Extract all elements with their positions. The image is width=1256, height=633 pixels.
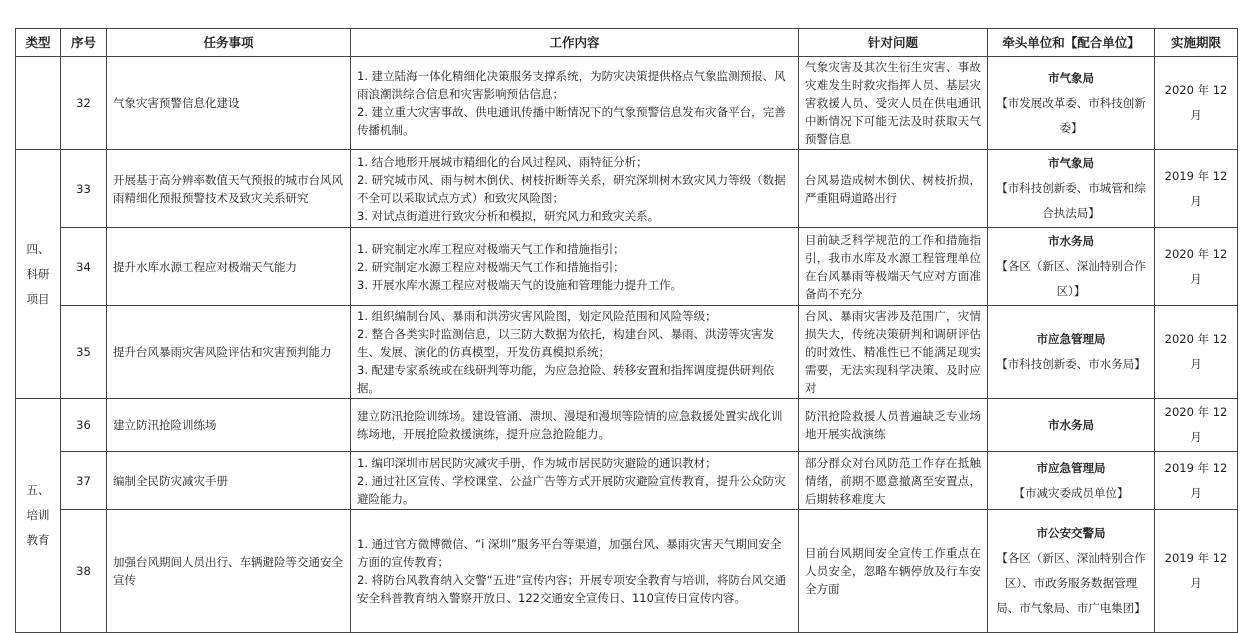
task-item: 开展基于高分辨率数值天气预报的城市台风风雨精细化预报预警技术及致灾关系研究 — [107, 150, 351, 228]
lead-unit: 市气象局 — [1048, 156, 1094, 170]
responsible-units — [988, 228, 1155, 306]
lead-unit: 市应急管理局 — [1036, 460, 1106, 475]
work-content: 1. 编印深圳市居民防灾减灾手册，作为城市居民防灾避险的通识教材； 2. 通过社区宣传、学校课堂、公益广告等方式开展防灾避险宣传教育，提升公众防灾避险能力。 — [351, 452, 799, 510]
row-number: 37 — [61, 452, 107, 510]
target-problem: 目前台风期间安全宣传工作重点在人员安全，忽略车辆停放及行车安全方面 — [799, 510, 988, 633]
target-problem: 台风易造成树木倒伏、树枝折损，严重阻碍道路出行 — [799, 150, 988, 228]
support-units: 【市科技创新委、市水务局】 — [996, 357, 1146, 371]
category-line: 项目 — [26, 291, 50, 306]
category-line: 培训 — [26, 508, 50, 522]
category-cell — [16, 399, 61, 633]
lead-unit: 市气象局 — [1048, 70, 1094, 85]
target-problem: 目前缺乏科学规范的工作和措施指引，我市水库及水源工程管理单位在台风暴雨等极端天气应对方面准备尚不充分 — [799, 228, 988, 306]
row-number: 36 — [61, 399, 107, 452]
category-line: 科研 — [26, 266, 50, 281]
table-row — [16, 510, 1238, 633]
category-line: 四、 — [26, 241, 50, 256]
table-row — [16, 452, 1238, 510]
support-units: 【市科技创新委、市城管和综合执法局】 — [996, 181, 1146, 220]
category-cell — [16, 57, 61, 150]
header-lead: 牵头单位和【配合单位】 — [988, 29, 1155, 57]
target-problem: 台风、暴雨灾害涉及范围广，灾情损失大，传统决策研判和调研评估的时效性、精准性已不能满足现实需要，无法实现科学决策、及时应对 — [799, 306, 988, 399]
support-units: 【各区（新区、深汕特别合作区）】 — [996, 259, 1146, 298]
task-item: 加强台风期间人员出行、车辆避险等交通安全宣传 — [107, 510, 351, 633]
row-number: 33 — [61, 150, 107, 228]
responsible-units — [988, 452, 1155, 510]
lead-unit: 市应急管理局 — [1036, 332, 1106, 346]
row-number: 34 — [61, 228, 107, 306]
task-table — [15, 28, 1238, 633]
lead-unit: 市水务局 — [1048, 417, 1094, 432]
work-content: 1. 建立陆海一体化精细化决策服务支撑系统，为防灾决策提供格点气象监测预报、风雨浪潮洪综合信息和灾害影响预估信息； 2. 建立重大灾害事故、供电通讯传播中断情况下的气象预警信息发布灾备平台，完善传播机制。 — [351, 57, 799, 150]
work-content: 1. 组织编制台风、暴雨和洪涝灾害风险图，划定风险范围和风险等级； 2. 整合各类实时监测信息，以三防大数据为依托，构建台风、暴雨、洪涝等灾害发生、发展、演化的仿真模型，开发仿真模拟系统； 3. 配建专家系统或在线研判等功能，为应急抢险、转移安置和指挥调度提供研判依据。 — [351, 306, 799, 399]
target-problem: 部分群众对台风防范工作存在抵触情绪，前期不愿意撤离至安置点，后期转移难度大 — [799, 452, 988, 510]
row-number: 32 — [61, 57, 107, 150]
deadline: 2020 年 12 月 — [1155, 228, 1238, 306]
header-problem: 针对问题 — [799, 29, 988, 57]
deadline: 2020 年 12 月 — [1155, 306, 1238, 399]
task-item: 提升水库水源工程应对极端天气能力 — [107, 228, 351, 306]
work-content: 1. 通过官方微博微信、“i 深圳”服务平台等渠道，加强台风、暴雨灾害天气期间安全方面的宣传教育； 2. 将防台风教育纳入交警“五进”宣传内容；开展专项安全教育与培训，将防台风交通安全科普教育纳入警察开放日、122交通安全宣传日、110宣传日宣传内容。 — [351, 510, 799, 633]
header-no: 序号 — [61, 29, 107, 57]
work-content: 建立防汛抢险训练场。建设管涌、溃坝、漫堤和漫坝等险情的应急救援处置实战化训练场地，开展抢险救援演练，提升应急抢险能力。 — [351, 399, 799, 452]
header-deadline: 实施期限 — [1155, 29, 1238, 57]
target-problem: 气象灾害及其次生衍生灾害、事故灾难发生时救灾指挥人员、基层灾害救援人员、受灾人员在供电通讯中断情况下可能无法及时获取天气预警信息 — [799, 57, 988, 150]
task-item: 编制全民防灾减灾手册 — [107, 452, 351, 510]
work-content: 1. 研究制定水库工程应对极端天气工作和措施指引； 2. 研究制定水源工程应对极端天气工作和措施指引； 3. 开展水库水源工程应对极端天气的设施和管理能力提升工作。 — [351, 228, 799, 306]
responsible-units — [988, 399, 1155, 452]
support-units: 【市发展改革委、市科技创新委】 — [996, 95, 1146, 135]
header-type: 类型 — [16, 29, 61, 57]
task-item: 建立防汛抢险训练场 — [107, 399, 351, 452]
category-line: 教育 — [26, 533, 50, 547]
responsible-units — [988, 57, 1155, 150]
responsible-units — [988, 510, 1155, 633]
deadline: 2019 年 12 月 — [1155, 150, 1238, 228]
category-cell — [16, 150, 61, 399]
table-row — [16, 57, 1238, 150]
table-row — [16, 228, 1238, 306]
category-line: 五、 — [26, 483, 50, 497]
deadline: 2020 年 12 月 — [1155, 399, 1238, 452]
task-item: 提升台风暴雨灾害风险评估和灾害预判能力 — [107, 306, 351, 399]
responsible-units — [988, 150, 1155, 228]
support-units: 【市减灾委成员单位】 — [1013, 485, 1129, 500]
lead-unit: 市水务局 — [1048, 234, 1094, 248]
task-item: 气象灾害预警信息化建设 — [107, 57, 351, 150]
row-number: 38 — [61, 510, 107, 633]
deadline: 2019 年 12 月 — [1155, 510, 1238, 633]
table-row — [16, 150, 1238, 228]
header-content: 工作内容 — [351, 29, 799, 57]
target-problem: 防汛抢险救援人员普遍缺乏专业场地开展实战演练 — [799, 399, 988, 452]
table-row — [16, 306, 1238, 399]
header-task: 任务事项 — [107, 29, 351, 57]
deadline: 2019 年 12 月 — [1155, 452, 1238, 510]
responsible-units — [988, 306, 1155, 399]
work-content: 1. 结合地形开展城市精细化的台风过程风、雨特征分析； 2. 研究城市风、雨与树木倒伏、树枝折断等关系，研究深圳树木致灾风力等级（数据不全可以采取试点方式）和致灾风险图； 3. 对试点街道进行致灾分析和模拟，研究风力和致灾关系。 — [351, 150, 799, 228]
deadline: 2020 年 12 月 — [1155, 57, 1238, 150]
table-row — [16, 399, 1238, 452]
lead-unit: 市公安交警局 — [1036, 526, 1106, 540]
support-units: 【各区（新区、深汕特别合作区）、市政务服务数据管理局、市气象局、市广电集团】 — [996, 551, 1146, 615]
header-row — [16, 29, 1238, 57]
row-number: 35 — [61, 306, 107, 399]
